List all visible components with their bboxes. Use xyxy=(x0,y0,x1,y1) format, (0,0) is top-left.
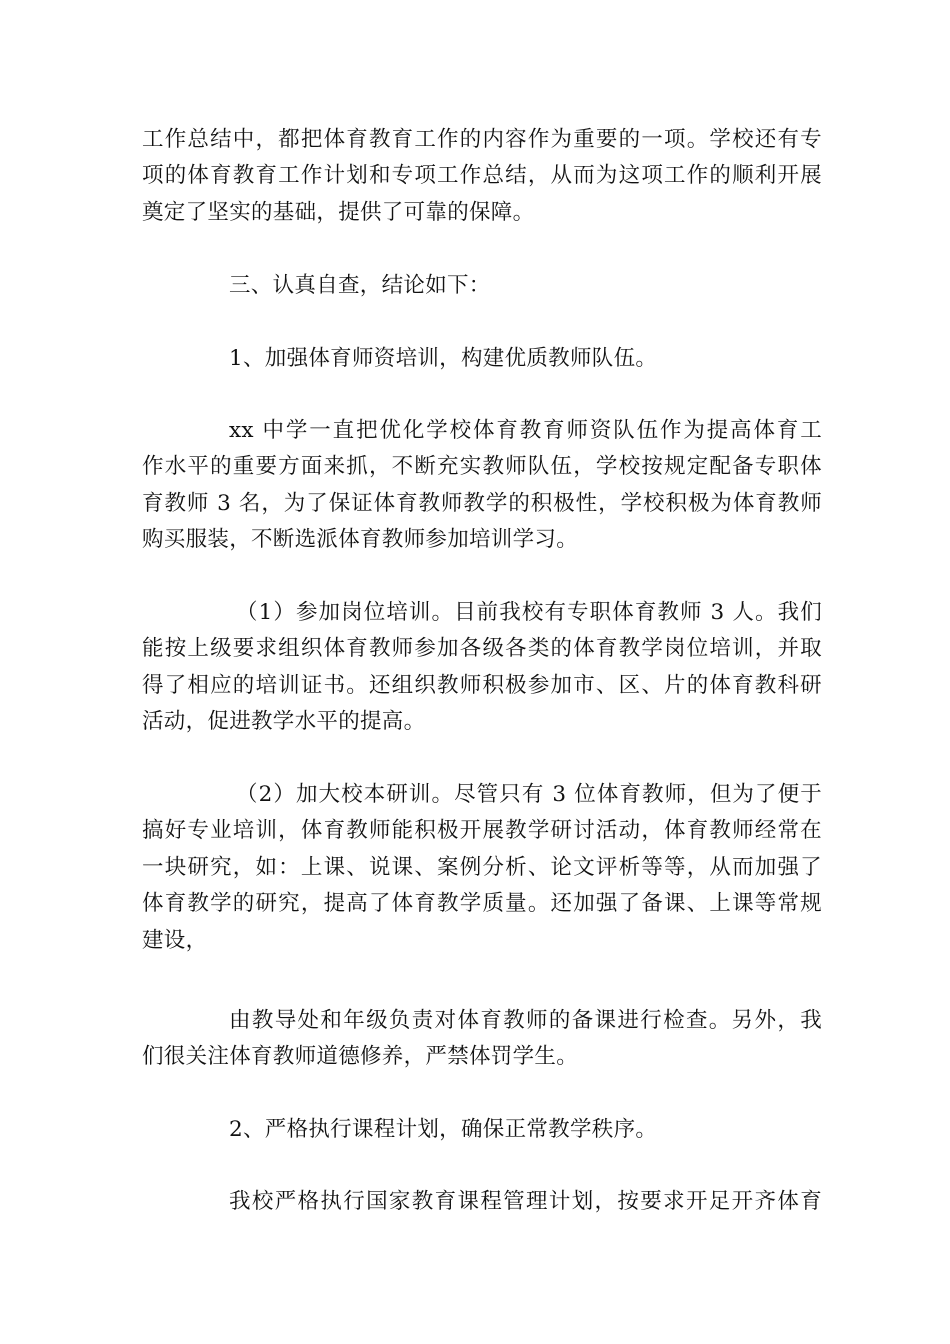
text-line: （2）加大校本研训。尽管只有 3 位体育教师，但为了便于 xyxy=(236,782,822,807)
text-line: 购买服装，不断选派体育教师参加培训学习。 xyxy=(142,527,579,553)
text-line: xx 中学一直把优化学校体育教育师资队伍作为提高体育工 xyxy=(229,418,822,443)
text-line: 奠定了坚实的基础，提供了可靠的保障。 xyxy=(142,199,535,225)
item-heading-teacher-training xyxy=(142,341,822,377)
section-heading-self-check xyxy=(142,268,822,304)
text-line: 育教师 3 名，为了保证体育教师教学的积极性，学校积极为体育教师 xyxy=(142,490,822,516)
text-line: 搞好专业培训，体育教师能积极开展教学研讨活动，体育教师经常在 xyxy=(142,818,822,844)
text-line: 能按上级要求组织体育教师参加各级各类的体育教学岗位培训，并取 xyxy=(142,636,822,662)
paragraph-post-training xyxy=(142,595,822,741)
paragraph-teacher-team xyxy=(142,413,822,559)
text-line: （1）参加岗位培训。目前我校有专职体育教师 3 人。我们 xyxy=(236,600,822,625)
text-line: 工作总结中，都把体育教育工作的内容作为重要的一项。学校还有专 xyxy=(142,127,822,152)
text-line: 我校严格执行国家教育课程管理计划，按要求开足开齐体育 xyxy=(229,1189,822,1214)
text-line: 建设， xyxy=(142,927,208,953)
text-line: 由教导处和年级负责对体育教师的备课进行检查。另外，我 xyxy=(229,1008,822,1033)
text-line: 2、严格执行课程计划，确保正常教学秩序。 xyxy=(229,1117,658,1142)
text-line: 三、认真自查，结论如下： xyxy=(229,273,491,298)
text-line: 们很关注体育教师道德修养，严禁体罚学生。 xyxy=(142,1044,579,1070)
paragraph-work-summary xyxy=(142,122,822,231)
paragraph-curriculum-plan xyxy=(142,1184,822,1220)
text-line: 体育教学的研究，提高了体育教学质量。还加强了备课、上课等常规 xyxy=(142,891,822,917)
paragraph-school-research xyxy=(142,777,822,959)
text-line: 得了相应的培训证书。还组织教师积极参加市、区、片的体育教科研 xyxy=(142,672,822,698)
text-line: 项的体育教育工作计划和专项工作总结，从而为这项工作的顺利开展 xyxy=(142,163,822,189)
item-heading-curriculum xyxy=(142,1112,822,1148)
text-line: 活动，促进教学水平的提高。 xyxy=(142,709,426,735)
paragraph-lesson-check xyxy=(142,1003,822,1076)
text-line: 作水平的重要方面来抓，不断充实教师队伍，学校按规定配备专职体 xyxy=(142,454,822,480)
text-line: 一块研究，如：上课、说课、案例分析、论文评析等等，从而加强了 xyxy=(142,854,822,880)
text-line: 1、加强体育师资培训，构建优质教师队伍。 xyxy=(229,346,658,371)
